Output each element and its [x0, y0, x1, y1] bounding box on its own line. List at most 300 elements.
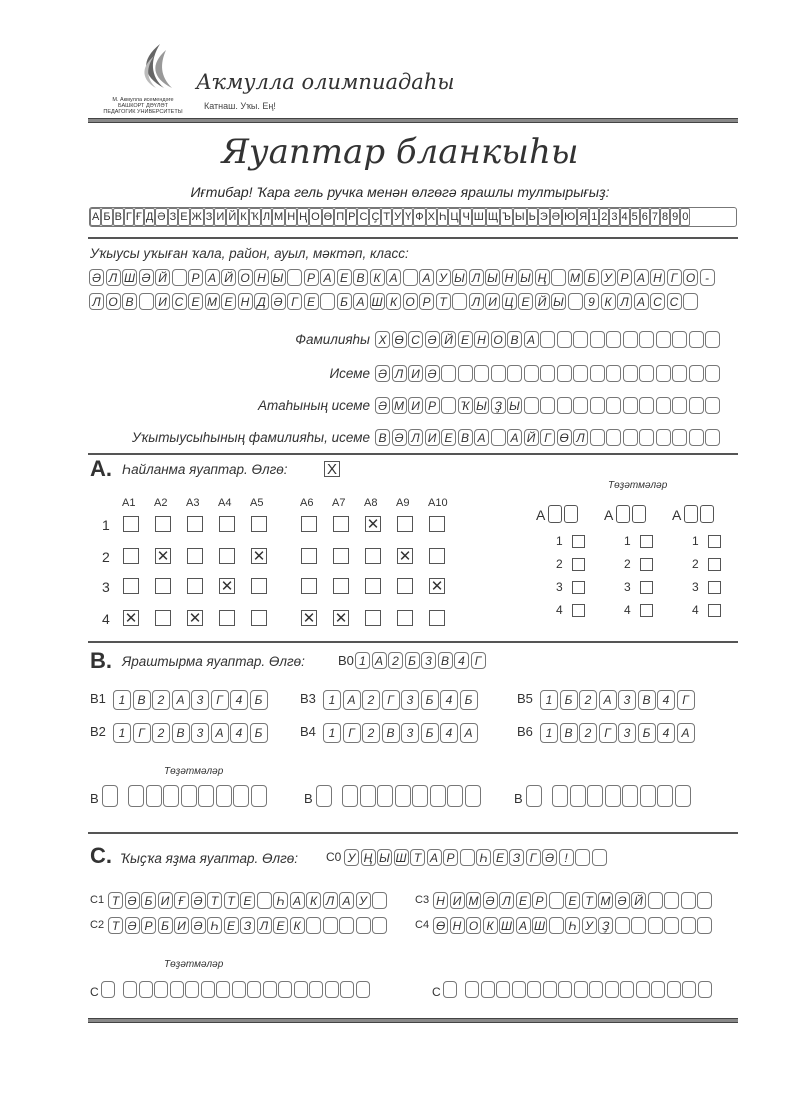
part-a-answer-checkbox[interactable]: ✕ [334, 609, 348, 627]
part-a-correction-checkbox[interactable] [640, 581, 653, 594]
name-cell[interactable] [441, 365, 456, 382]
part-a-answer-checkbox[interactable] [123, 578, 139, 594]
teacher-cell[interactable]: Й [524, 429, 539, 446]
part-a-correction-checkbox[interactable] [640, 535, 653, 548]
part-a-correction-checkbox[interactable] [708, 604, 721, 617]
surname-cell[interactable]: Н [474, 331, 489, 348]
part-c-answer-cell[interactable]: К [483, 917, 498, 934]
school-cell[interactable]: Е [518, 293, 533, 310]
school-cell[interactable]: У [601, 269, 616, 286]
surname-cell[interactable] [606, 331, 621, 348]
part-b-answer-cell[interactable]: 4 [440, 723, 458, 743]
part-a-answer-checkbox[interactable] [301, 548, 317, 564]
part-c-correction-cell[interactable] [325, 981, 339, 998]
school-cell[interactable]: Ә [89, 269, 104, 286]
part-b-answer-cell[interactable]: 2 [152, 723, 170, 743]
part-a-answer-checkbox[interactable]: ✕ [188, 609, 202, 627]
part-a-answer-checkbox[interactable] [155, 516, 171, 532]
part-b-answer-cell[interactable]: 2 [579, 723, 597, 743]
name-cell[interactable] [540, 365, 555, 382]
part-a-correction-cell[interactable] [632, 505, 646, 523]
part-b-answer-cell[interactable]: В [382, 723, 400, 743]
part-b-correction-cell[interactable] [657, 785, 673, 807]
part-b-answer-cell[interactable]: 3 [191, 690, 209, 710]
part-b-answer-cell[interactable]: Г [133, 723, 151, 743]
part-b-answer-cell[interactable]: 3 [618, 690, 636, 710]
part-c-answer-cell[interactable]: Һ [207, 917, 222, 934]
part-a-answer-checkbox[interactable] [365, 578, 381, 594]
surname-cell[interactable] [540, 331, 555, 348]
school-cell[interactable] [287, 269, 302, 286]
teacher-cell[interactable] [606, 429, 621, 446]
part-b-answer-cell[interactable]: В [560, 723, 578, 743]
part-c-correction-cell[interactable] [574, 981, 588, 998]
school-cell[interactable]: Л [617, 293, 632, 310]
part-c-correction-cell[interactable] [589, 981, 603, 998]
part-b-answer-cell[interactable]: 4 [230, 723, 248, 743]
patronymic-cell[interactable] [524, 397, 539, 414]
part-b-answer-cell[interactable]: В [638, 690, 656, 710]
part-c-answer-cell[interactable]: Е [565, 892, 580, 909]
school-cell[interactable]: Й [535, 293, 550, 310]
part-a-answer-checkbox[interactable] [155, 578, 171, 594]
part-b-answer-cell[interactable]: 4 [230, 690, 248, 710]
part-b-correction-cell[interactable] [526, 785, 542, 807]
part-b-correction-cell[interactable] [163, 785, 179, 807]
patronymic-cell[interactable]: Ы [507, 397, 522, 414]
school-cell[interactable]: Н [502, 269, 517, 286]
part-c-correction-cell[interactable] [139, 981, 153, 998]
part-b-correction-cell[interactable] [128, 785, 144, 807]
part-c-answer-cell[interactable]: Л [257, 917, 272, 934]
part-c-correction-cell[interactable] [340, 981, 354, 998]
surname-cell[interactable] [639, 331, 654, 348]
part-b-correction-cell[interactable] [622, 785, 638, 807]
school-cell[interactable] [320, 293, 335, 310]
school-cell[interactable]: С [667, 293, 682, 310]
part-a-answer-checkbox[interactable] [219, 516, 235, 532]
part-c-correction-cell[interactable] [309, 981, 323, 998]
part-c-answer-cell[interactable]: Ҙ [598, 917, 613, 934]
part-c-correction-cell[interactable] [356, 981, 370, 998]
teacher-cell[interactable]: Л [573, 429, 588, 446]
school-cell[interactable] [568, 293, 583, 310]
school-cell[interactable]: Л [106, 269, 121, 286]
patronymic-cell[interactable] [606, 397, 621, 414]
part-c-answer-cell[interactable] [615, 917, 630, 934]
school-cell[interactable]: Т [436, 293, 451, 310]
school-cell[interactable]: А [634, 293, 649, 310]
part-c-answer-cell[interactable] [664, 892, 679, 909]
school-cell[interactable]: Б [337, 293, 352, 310]
part-c-answer-cell[interactable]: З [240, 917, 255, 934]
part-b-correction-cell[interactable] [570, 785, 586, 807]
name-cell[interactable] [573, 365, 588, 382]
part-c-answer-cell[interactable]: Т [207, 892, 222, 909]
school-cell[interactable]: Ы [452, 269, 467, 286]
school-cell[interactable]: Г [667, 269, 682, 286]
part-c-answer-cell[interactable]: У [582, 917, 597, 934]
part-b-answer-cell[interactable]: Б [460, 690, 478, 710]
part-a-correction-cell[interactable] [700, 505, 714, 523]
part-b-answer-cell[interactable]: Б [421, 690, 439, 710]
part-a-answer-checkbox[interactable] [251, 610, 267, 626]
part-a-answer-checkbox[interactable] [187, 516, 203, 532]
teacher-cell[interactable]: В [458, 429, 473, 446]
school-cell[interactable]: Л [469, 269, 484, 286]
patronymic-cell[interactable] [656, 397, 671, 414]
part-c-correction-cell[interactable] [605, 981, 619, 998]
school-cell[interactable] [683, 293, 698, 310]
name-cell[interactable] [623, 365, 638, 382]
school-cell[interactable]: О [403, 293, 418, 310]
school-cell[interactable]: С [650, 293, 665, 310]
part-b-answer-cell[interactable]: 4 [657, 723, 675, 743]
surname-cell[interactable]: Й [441, 331, 456, 348]
teacher-cell[interactable]: Г [540, 429, 555, 446]
school-cell[interactable]: К [386, 293, 401, 310]
part-a-answer-checkbox[interactable] [429, 610, 445, 626]
part-b-answer-cell[interactable]: А [599, 690, 617, 710]
school-cell[interactable]: Ы [271, 269, 286, 286]
part-a-correction-cell[interactable] [564, 505, 578, 523]
part-b-answer-cell[interactable]: А [172, 690, 190, 710]
part-c-answer-cell[interactable] [549, 892, 564, 909]
part-a-correction-cell[interactable] [684, 505, 698, 523]
school-cell[interactable]: А [320, 269, 335, 286]
surname-cell[interactable]: А [524, 331, 539, 348]
part-c-correction-cell[interactable] [698, 981, 712, 998]
part-c-answer-cell[interactable]: Н [450, 917, 465, 934]
patronymic-cell[interactable] [540, 397, 555, 414]
school-cell[interactable]: Ң [535, 269, 550, 286]
school-cell[interactable]: Е [337, 269, 352, 286]
school-cell[interactable]: - [700, 269, 715, 286]
school-cell[interactable]: Ш [371, 294, 383, 309]
part-a-answer-checkbox[interactable] [251, 578, 267, 594]
part-a-correction-checkbox[interactable] [640, 558, 653, 571]
school-cell[interactable]: А [419, 269, 434, 286]
part-c-correction-cell[interactable] [682, 981, 696, 998]
teacher-cell[interactable]: В [375, 429, 390, 446]
school-cell[interactable]: И [485, 293, 500, 310]
part-a-answer-checkbox[interactable] [397, 578, 413, 594]
part-a-answer-checkbox[interactable] [333, 578, 349, 594]
school-cell[interactable]: Е [188, 293, 203, 310]
part-a-answer-checkbox[interactable] [429, 548, 445, 564]
patronymic-cell[interactable] [557, 397, 572, 414]
part-a-answer-checkbox[interactable] [123, 516, 139, 532]
patronymic-cell[interactable] [705, 397, 720, 414]
part-a-answer-checkbox[interactable] [301, 516, 317, 532]
part-a-answer-checkbox[interactable] [155, 610, 171, 626]
surname-field[interactable] [375, 331, 722, 348]
school-cell[interactable]: В [353, 269, 368, 286]
school-cell[interactable]: Н [238, 293, 253, 310]
part-c-answer-cell[interactable]: Е [516, 892, 531, 909]
part-c-answer-cell[interactable]: Т [582, 892, 597, 909]
part-b-correction-cell[interactable] [587, 785, 603, 807]
school-cell[interactable]: Р [419, 293, 434, 310]
teacher-cell[interactable] [590, 429, 605, 446]
school-cell[interactable]: И [155, 293, 170, 310]
part-c-answer-cell[interactable]: Ғ [174, 892, 189, 909]
part-a-answer-checkbox[interactable]: ✕ [252, 547, 266, 565]
part-a-correction-cell[interactable] [548, 505, 562, 523]
surname-cell[interactable] [689, 331, 704, 348]
part-b-answer-cell[interactable]: 3 [401, 723, 419, 743]
name-cell[interactable] [656, 365, 671, 382]
part-a-answer-checkbox[interactable]: ✕ [430, 577, 444, 595]
patronymic-cell[interactable] [672, 397, 687, 414]
name-cell[interactable]: Л [392, 365, 407, 382]
part-b-correction-cell[interactable] [675, 785, 691, 807]
part-c-answer-cell[interactable] [681, 892, 696, 909]
part-b-answer-cell[interactable]: Б [421, 723, 439, 743]
part-c-answer-cell[interactable]: К [306, 892, 321, 909]
patronymic-cell[interactable] [590, 397, 605, 414]
school-cell[interactable]: М [568, 269, 583, 286]
part-a-answer-checkbox[interactable]: ✕ [220, 577, 234, 595]
teacher-cell[interactable]: Е [441, 429, 456, 446]
part-b-answer-cell[interactable]: 1 [113, 723, 131, 743]
surname-cell[interactable]: Х [375, 331, 390, 348]
part-a-correction-checkbox[interactable] [572, 535, 585, 548]
teacher-cell[interactable] [623, 429, 638, 446]
part-b-correction-cell[interactable] [465, 785, 481, 807]
part-b-answer-cell[interactable]: 1 [323, 690, 341, 710]
part-c-answer-cell[interactable]: Е [240, 892, 255, 909]
school-cell[interactable]: С [172, 293, 187, 310]
school-cell[interactable]: К [601, 293, 616, 310]
name-cell[interactable]: И [408, 365, 423, 382]
teacher-cell[interactable]: И [425, 429, 440, 446]
surname-cell[interactable] [705, 331, 720, 348]
part-a-correction-checkbox[interactable] [572, 558, 585, 571]
school-cell[interactable]: В [122, 293, 137, 310]
part-c-answer-cell[interactable]: Ә [191, 917, 206, 934]
part-c-answer-cell[interactable]: Т [108, 917, 123, 934]
part-a-correction-checkbox[interactable] [708, 535, 721, 548]
part-a-answer-checkbox[interactable]: ✕ [302, 609, 316, 627]
teacher-cell[interactable]: Л [408, 429, 423, 446]
school-cell[interactable]: Н [650, 269, 665, 286]
part-c-answer-cell[interactable]: Л [323, 892, 338, 909]
teacher-cell[interactable] [491, 429, 506, 446]
part-b-correction-cell[interactable] [552, 785, 568, 807]
school-cell[interactable]: Й [221, 269, 236, 286]
part-b-answer-cell[interactable]: В [172, 723, 190, 743]
surname-cell[interactable]: О [491, 331, 506, 348]
surname-cell[interactable] [573, 331, 588, 348]
part-b-correction-cell[interactable] [640, 785, 656, 807]
part-b-answer-cell[interactable]: Б [638, 723, 656, 743]
part-c-answer-cell[interactable]: Р [141, 917, 156, 934]
school-cell[interactable]: Д [254, 293, 269, 310]
part-a-answer-checkbox[interactable]: ✕ [124, 609, 138, 627]
school-cell[interactable]: Й [155, 269, 170, 286]
part-a-correction-checkbox[interactable] [640, 604, 653, 617]
name-cell[interactable] [458, 365, 473, 382]
patronymic-cell[interactable]: Ы [474, 397, 489, 414]
part-b-answer-cell[interactable]: А [211, 723, 229, 743]
part-b-correction-cell[interactable] [216, 785, 232, 807]
part-c-correction-cell[interactable] [527, 981, 541, 998]
part-c-answer-cell[interactable]: И [158, 892, 173, 909]
surname-cell[interactable] [623, 331, 638, 348]
part-b-answer-cell[interactable]: Б [560, 690, 578, 710]
part-c-correction-cell[interactable] [185, 981, 199, 998]
part-b-answer-cell[interactable]: 3 [401, 690, 419, 710]
part-c-answer-cell[interactable] [648, 892, 663, 909]
name-cell[interactable] [507, 365, 522, 382]
part-b-correction-cell[interactable] [181, 785, 197, 807]
teacher-cell[interactable] [705, 429, 720, 446]
teacher-cell[interactable] [639, 429, 654, 446]
part-c-answer-cell[interactable]: Ә [191, 892, 206, 909]
part-c-answer-cell[interactable]: М [466, 892, 481, 909]
part-b-answer-cell[interactable]: А [460, 723, 478, 743]
school-cell[interactable]: Б [584, 269, 599, 286]
part-c-correction-cell[interactable] [154, 981, 168, 998]
part-a-answer-checkbox[interactable] [301, 578, 317, 594]
part-a-answer-checkbox[interactable] [333, 516, 349, 532]
part-b-answer-cell[interactable]: Г [343, 723, 361, 743]
part-b-answer-cell[interactable]: 2 [362, 690, 380, 710]
part-c-correction-cell[interactable] [201, 981, 215, 998]
part-c-answer-cell[interactable]: Л [499, 892, 514, 909]
school-cell[interactable] [551, 269, 566, 286]
part-b-correction-cell[interactable] [198, 785, 214, 807]
part-c-answer-cell[interactable]: Ә [125, 917, 140, 934]
school-cell[interactable]: Г [287, 293, 302, 310]
school-cell[interactable]: Р [617, 269, 632, 286]
surname-cell[interactable] [590, 331, 605, 348]
name-cell[interactable]: Ә [375, 365, 390, 382]
school-cell[interactable]: А [386, 269, 401, 286]
name-cell[interactable] [524, 365, 539, 382]
part-c-correction-cell[interactable] [247, 981, 261, 998]
patronymic-cell[interactable]: М [392, 397, 407, 414]
part-c-correction-cell[interactable] [278, 981, 292, 998]
part-b-correction-cell[interactable] [146, 785, 162, 807]
part-c-answer-cell[interactable] [631, 917, 646, 934]
part-c-answer-cell[interactable] [697, 892, 712, 909]
part-c-answer-cell[interactable] [648, 917, 663, 934]
part-c-answer-cell[interactable]: О [466, 917, 481, 934]
part-a-answer-checkbox[interactable] [123, 548, 139, 564]
part-c-correction-cell[interactable] [512, 981, 526, 998]
school-cell[interactable]: А [634, 269, 649, 286]
part-c-answer-cell[interactable]: Һ [273, 892, 288, 909]
part-a-answer-checkbox[interactable] [187, 548, 203, 564]
part-a-correction-checkbox[interactable] [708, 581, 721, 594]
part-c-answer-cell[interactable]: Е [273, 917, 288, 934]
part-a-correction-checkbox[interactable] [708, 558, 721, 571]
school-cell[interactable]: Р [188, 269, 203, 286]
part-b-answer-cell[interactable]: 1 [540, 723, 558, 743]
part-b-correction-cell[interactable] [360, 785, 376, 807]
part-c-answer-cell[interactable] [339, 917, 354, 934]
part-c-answer-cell[interactable] [356, 917, 371, 934]
name-cell[interactable] [474, 365, 489, 382]
teacher-cell[interactable]: А [507, 429, 522, 446]
part-b-correction-cell[interactable] [447, 785, 463, 807]
part-c-correction-cell[interactable] [667, 981, 681, 998]
part-c-answer-cell[interactable] [257, 892, 272, 909]
name-cell[interactable] [590, 365, 605, 382]
school-cell[interactable]: Ы [518, 269, 533, 286]
surname-cell[interactable]: В [507, 331, 522, 348]
teacher-field[interactable] [375, 429, 722, 446]
part-c-correction-cell[interactable] [443, 981, 457, 998]
school-cell[interactable]: М [205, 293, 220, 310]
school-cell[interactable] [403, 269, 418, 286]
part-a-answer-checkbox[interactable] [219, 548, 235, 564]
part-c-answer-cell[interactable]: Б [141, 892, 156, 909]
teacher-cell[interactable] [672, 429, 687, 446]
part-c-answer-cell[interactable]: Ш [500, 918, 513, 933]
school-cell[interactable] [452, 293, 467, 310]
school-cell[interactable]: У [436, 269, 451, 286]
part-c-answer-cell[interactable] [372, 892, 387, 909]
patronymic-cell[interactable] [441, 397, 456, 414]
name-cell[interactable] [557, 365, 572, 382]
part-c-answer-cell[interactable]: Ө [433, 917, 448, 934]
school-cell[interactable]: Л [469, 293, 484, 310]
part-a-correction-cell[interactable] [616, 505, 630, 523]
part-b-answer-cell[interactable]: А [343, 690, 361, 710]
part-b-answer-cell[interactable]: 1 [113, 690, 131, 710]
patronymic-cell[interactable]: Р [425, 397, 440, 414]
school-cell[interactable]: Ш [123, 270, 136, 285]
part-c-correction-cell[interactable] [294, 981, 308, 998]
part-b-correction-cell[interactable] [605, 785, 621, 807]
part-c-answer-cell[interactable]: М [598, 892, 613, 909]
part-a-answer-checkbox[interactable] [429, 516, 445, 532]
part-b-answer-cell[interactable]: 4 [440, 690, 458, 710]
part-c-answer-cell[interactable]: Е [224, 917, 239, 934]
part-b-answer-cell[interactable]: Г [382, 690, 400, 710]
part-b-answer-cell[interactable]: 1 [323, 723, 341, 743]
school-cell[interactable]: Р [304, 269, 319, 286]
patronymic-cell[interactable]: Ә [375, 397, 390, 414]
part-b-correction-cell[interactable] [251, 785, 267, 807]
teacher-cell[interactable] [689, 429, 704, 446]
school-cell[interactable]: О [238, 269, 253, 286]
part-c-correction-cell[interactable] [651, 981, 665, 998]
part-c-answer-cell[interactable]: Ш [533, 918, 546, 933]
patronymic-cell[interactable] [689, 397, 704, 414]
school-cell[interactable]: Ц [502, 293, 517, 310]
part-a-correction-checkbox[interactable] [572, 604, 585, 617]
part-a-answer-checkbox[interactable] [333, 548, 349, 564]
part-c-answer-cell[interactable] [664, 917, 679, 934]
part-c-answer-cell[interactable]: Ә [125, 892, 140, 909]
part-b-answer-cell[interactable]: 4 [657, 690, 675, 710]
school-cell[interactable]: Ә [139, 269, 154, 286]
part-b-answer-cell[interactable]: В [133, 690, 151, 710]
surname-cell[interactable]: Е [458, 331, 473, 348]
school-cell[interactable]: Ы [485, 269, 500, 286]
part-c-answer-cell[interactable]: К [290, 917, 305, 934]
part-a-answer-checkbox[interactable] [365, 610, 381, 626]
part-b-answer-cell[interactable]: Б [250, 723, 268, 743]
teacher-cell[interactable]: Ә [392, 429, 407, 446]
part-a-answer-checkbox[interactable] [219, 610, 235, 626]
part-b-correction-cell[interactable] [412, 785, 428, 807]
part-c-answer-cell[interactable]: Н [433, 892, 448, 909]
